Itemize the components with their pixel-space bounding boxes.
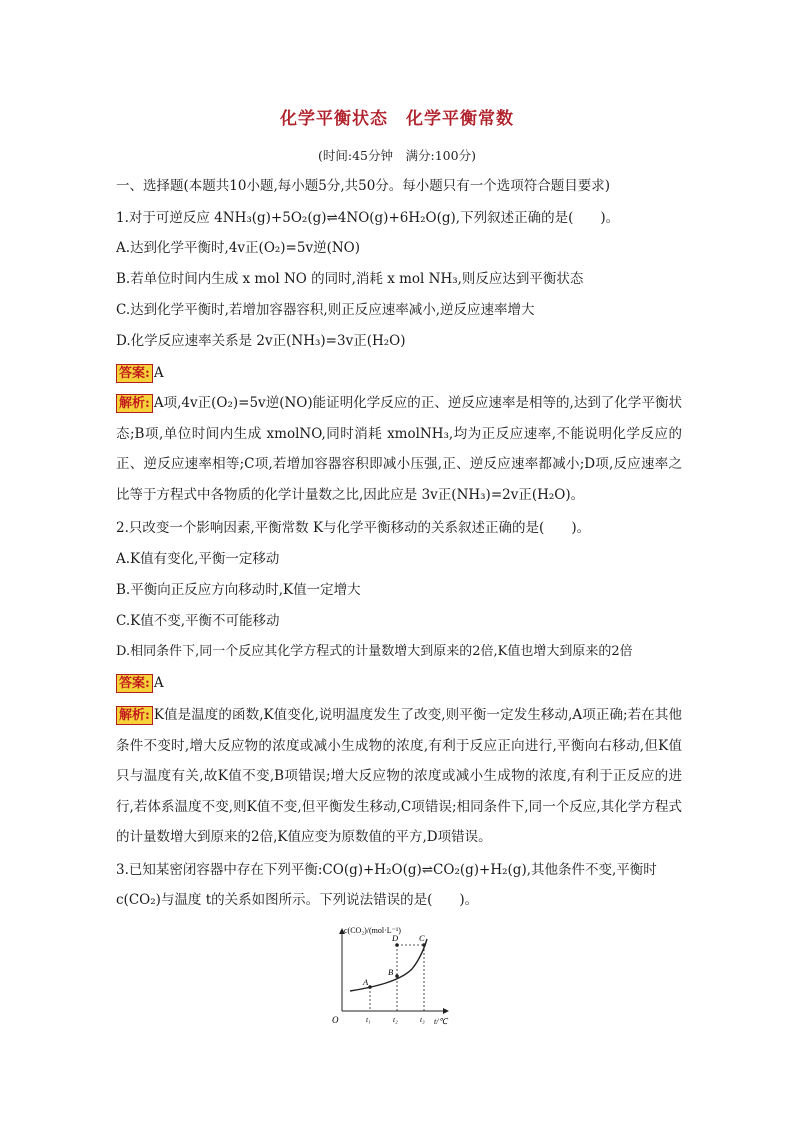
origin-label: O	[332, 1015, 339, 1025]
answer-tag: 答案:	[116, 364, 153, 383]
point-b-label: B	[388, 967, 394, 977]
point-b-marker	[395, 974, 399, 978]
point-c-marker	[422, 943, 426, 947]
y-axis-label: c(CO₂)/(mol·L⁻¹)	[344, 926, 401, 935]
tick-t1: t₁	[366, 1015, 371, 1024]
question-1-stem: 1.对于可逆反应 4NH₃(g)+5O₂(g)⇌4NO(g)+6H₂O(g),下列叙述正确的是( )。	[116, 210, 620, 226]
analysis-tag: 解析:	[116, 394, 153, 413]
question-1-option-c: C.达到化学平衡时,若增加容器容积,则正反应速率减小,逆反应速率增大	[116, 302, 535, 318]
question-2-option-a: A.K值有变化,平衡一定移动	[116, 551, 280, 567]
tick-t3: t₃	[420, 1015, 425, 1024]
question-1-option-d: D.化学反应速率关系是 2v正(NH₃)=3v正(H₂O)	[116, 333, 406, 349]
question-2-analysis	[116, 700, 682, 853]
question-2-option-b: B.平衡向正反应方向移动时,K值一定增大	[116, 582, 361, 598]
equilibrium-curve	[350, 939, 427, 991]
question-2-answer	[116, 673, 686, 693]
section-heading: 一、选择题(本题共10小题,每小题5分,共50分。每小题只有一个选项符合题目要求)	[116, 178, 611, 194]
question-2-stem: 2.只改变一个影响因素,平衡常数 K与化学平衡移动的关系叙述正确的是( )。	[116, 520, 591, 536]
question-2-option-d: D.相同条件下,同一个反应其化学方程式的计量数增大到原来的2倍,K值也增大到原来的2倍	[116, 644, 633, 659]
question-3-stem-line-1: 3.已知某密闭容器中存在下列平衡:CO(g)+H₂O(g)⇌CO₂(g)+H₂(g),其他条件不变,平衡时	[116, 862, 657, 878]
question-1-option-a: A.达到化学平衡时,4v正(O₂)=5v逆(NO)	[116, 240, 361, 256]
analysis-text: K值是温度的函数,K值变化,说明温度发生了改变,则平衡一定发生移动,A项正确;若在其他条件不变时,增大反应物的浓度或减小生成物的浓度,有利于反应正向进行,平衡向右移动,但K值只与温度有关,故K值不变,B项错误;增大反应物的浓度或减小生成物的浓度,有利于正反应的进行,若体系温度不变,则K值不变,但平衡发生移动,C项错误;相同条件下,同一个反应,其化学方程式的计量数增大到原来的2倍,K值应变为原数值的平方,D项错误。	[116, 707, 682, 845]
point-a-marker	[368, 985, 372, 989]
point-d-label: D	[392, 933, 399, 943]
question-3-stem-line-2: c(CO₂)与温度 t的关系如图所示。下列说法错误的是( )。	[116, 892, 479, 908]
answer-value: A	[153, 365, 164, 381]
answer-tag: 答案:	[116, 674, 153, 693]
concentration-temperature-figure	[320, 925, 450, 1025]
question-1-analysis	[116, 388, 682, 510]
x-axis-label: t/℃	[434, 1017, 448, 1025]
answer-value: A	[153, 675, 164, 691]
tick-t2: t₂	[393, 1015, 398, 1024]
point-d-marker	[395, 943, 399, 947]
point-c-label: C	[419, 933, 425, 943]
question-1-answer	[116, 363, 686, 383]
question-2-option-c: C.K值不变,平衡不可能移动	[116, 613, 280, 629]
question-1-option-b: B.若单位时间内生成 x mol NO 的同时,消耗 x mol NH₃,则反应达到平衡状态	[116, 271, 584, 287]
analysis-tag: 解析:	[116, 706, 153, 725]
exam-info: (时间:45分钟 满分:100分)	[318, 148, 476, 163]
analysis-text: A项,4v正(O₂)=5v逆(NO)能证明化学反应的正、逆反应速率是相等的,达到了化学平衡状态;B项,单位时间内生成 xmolNO,同时消耗 xmolNH₃,均为正反应速率,不能说明化学反应的正、逆反应速率相等;C项,若增加容器容积即减小压强,正、逆反应速率都减小;D项,反应速率之比等于方程式中各物质的化学计量数之比,因此应是 3v正(NH₃)=2v正(H₂O)。	[116, 395, 682, 503]
point-a-label: A	[363, 977, 369, 987]
page-title: 化学平衡状态 化学平衡常数	[280, 109, 514, 129]
